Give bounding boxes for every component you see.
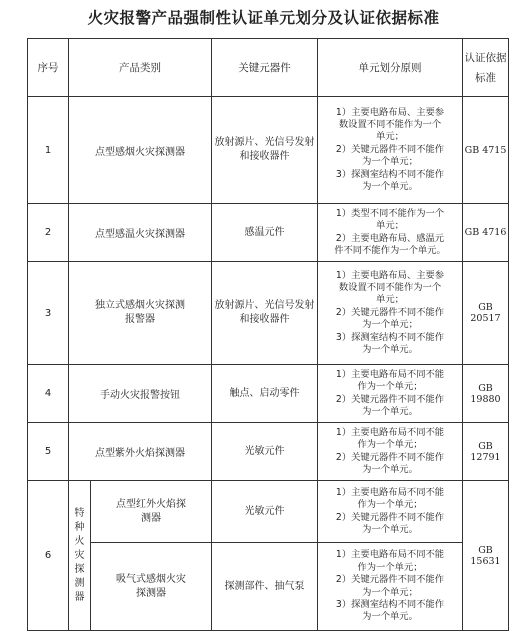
row-standard: GB 15631 (463, 481, 509, 631)
row-key-components: 探测部件、抽气泵 (212, 543, 318, 631)
row-standard: GB 12791 (463, 423, 509, 481)
table-row (28, 97, 509, 204)
table-row (28, 365, 509, 423)
header-unit-rules: 单元划分原则 (318, 39, 463, 97)
group-label: 特 种 火 灾 探 测 器 (69, 481, 91, 631)
row-key-components: 触点、启动零件 (212, 365, 318, 423)
row-category: 点型感温火灾探测器 (69, 204, 212, 262)
row-key-components: 感温元件 (212, 204, 318, 262)
header-category: 产品类别 (69, 39, 212, 97)
row-category: 手动火灾报警按钮 (69, 365, 212, 423)
row-unit-rules: 1）主要电路布局不同不能 作为一个单元； 2）关键元器件不同不能作 为一个单元。 (318, 481, 463, 543)
row-key-components: 放射源片、光信号发射和接收器件 (212, 262, 318, 365)
table-row (28, 204, 509, 262)
table-row (28, 481, 509, 543)
row-key-components: 放射源片、光信号发射和接收器件 (212, 97, 318, 204)
row-category: 点型红外火焰探 测器 (91, 481, 212, 543)
row-key-components: 光敏元件 (212, 481, 318, 543)
header-key-components: 关键元器件 (212, 39, 318, 97)
row-standard: GB 4715 (463, 97, 509, 204)
row-unit-rules: 1）主要电路布局、主要参 数设置不同不能作为一个 单元； 2）关键元器件不同不能作 为一个单元； 3）探测室结构不同不能作 为一个单元。 (318, 262, 463, 365)
row-unit-rules: 1）主要电路布局不同不能 作为一个单元； 2）关键元器件不同不能作 为一个单元。 (318, 423, 463, 481)
row-seq: 6 (28, 481, 69, 631)
table-row (28, 262, 509, 365)
row-category: 点型感烟火灾探测器 (69, 97, 212, 204)
row-standard: GB 4716 (463, 204, 509, 262)
header-seq: 序号 (28, 39, 69, 97)
certification-table (27, 38, 509, 631)
row-category: 吸气式感烟火灾 探测器 (91, 543, 212, 631)
row-unit-rules: 1）类型不同不能作为一个 单元； 2）主要电路布局、感温元 件不同不能作为一个单元。 (318, 204, 463, 262)
row-unit-rules: 1）主要电路布局、主要参 数设置不同不能作为一个 单元； 2）关键元器件不同不能作 为一个单元； 3）探测室结构不同不能作 为一个单元。 (318, 97, 463, 204)
document-title: 火灾报警产品强制性认证单元划分及认证依据标准 (87, 9, 440, 27)
row-standard: GB 20517 (463, 262, 509, 365)
row-seq: 4 (28, 365, 69, 423)
row-unit-rules: 1）主要电路布局不同不能 作为一个单元； 2）关键元器件不同不能作 为一个单元； 3）探测室结构不同不能作 为一个单元。 (318, 543, 463, 631)
row-seq: 5 (28, 423, 69, 481)
table-row (28, 423, 509, 481)
row-seq: 1 (28, 97, 69, 204)
row-category: 点型紫外火焰探测器 (69, 423, 212, 481)
header-standard: 认证依据 标准 (463, 39, 509, 97)
row-key-components: 光敏元件 (212, 423, 318, 481)
table-row (28, 543, 509, 631)
row-seq: 3 (28, 262, 69, 365)
header-row (28, 39, 509, 97)
row-unit-rules: 1）主要电路布局不同不能 作为一个单元； 2）关键元器件不同不能作 为一个单元。 (318, 365, 463, 423)
row-category: 独立式感烟火灾探测 报警器 (69, 262, 212, 365)
row-standard: GB 19880 (463, 365, 509, 423)
row-seq: 2 (28, 204, 69, 262)
